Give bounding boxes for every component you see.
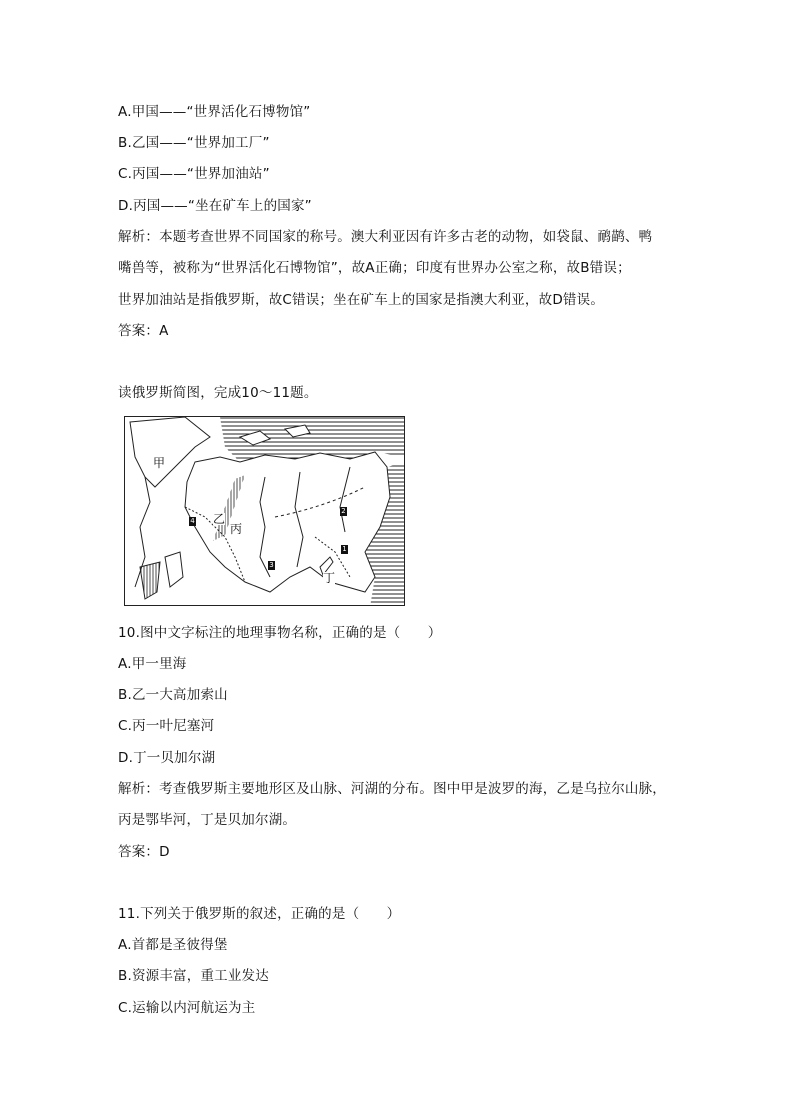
label-yi: 乙 [213, 512, 226, 526]
q11-stem: 11.下列关于俄罗斯的叙述，正确的是（ ） [118, 906, 401, 922]
caspian-sea [165, 552, 183, 587]
q11-option-a: A.首都是圣彼得堡 [118, 937, 228, 953]
q10-option-d: D.丁一贝加尔湖 [118, 750, 216, 766]
q9-option-b: B.乙国——“世界加工厂” [118, 135, 270, 151]
marker-1: 1 [342, 545, 347, 553]
q9-answer: 答案：A [118, 323, 169, 339]
map-intro: 读俄罗斯简图，完成10～11题。 [118, 385, 318, 401]
russia-map-drawing [125, 417, 405, 606]
q9-option-d: D.丙国——“坐在矿车上的国家” [118, 198, 312, 214]
q11-option-c: C.运输以内河航运为主 [118, 1000, 256, 1016]
label-jia: 甲 [153, 456, 166, 470]
label-bing: 丙 [230, 522, 243, 536]
russia-map [124, 416, 405, 606]
marker-2: 2 [341, 507, 346, 515]
q10-option-a: A.甲一里海 [118, 656, 187, 672]
q9-analysis-line-1: 解析：本题考查世界不同国家的称号。澳大利亚因有许多古老的动物，如袋鼠、鸸鹋、鸭 [118, 229, 653, 245]
q9-option-a: A.甲国——“世界活化石博物馆” [118, 104, 311, 120]
label-ding: 丁 [323, 571, 336, 585]
q11-option-b: B.资源丰富，重工业发达 [118, 968, 269, 984]
q10-analysis-line-2: 丙是鄂毕河，丁是贝加尔湖。 [118, 812, 297, 828]
q9-analysis-line-2: 嘴兽等，被称为“世界活化石博物馆”，故A正确；印度有世界办公室之称，故B错误； [118, 260, 631, 276]
marker-3: 3 [269, 561, 274, 569]
q10-option-c: C.丙一叶尼塞河 [118, 718, 215, 734]
q9-analysis-line-3: 世界加油站是指俄罗斯，故C错误；坐在矿车上的国家是指澳大利亚，故D错误。 [118, 292, 605, 308]
q9-option-c: C.丙国——“世界加油站” [118, 166, 270, 182]
marker-4: 4 [190, 517, 195, 525]
q10-answer: 答案：D [118, 844, 170, 860]
q10-option-b: B.乙一大高加索山 [118, 687, 228, 703]
q10-stem: 10.图中文字标注的地理事物名称，正确的是（ ） [118, 625, 442, 641]
q10-analysis-line-1: 解析：考查俄罗斯主要地形区及山脉、河湖的分布。图中甲是波罗的海，乙是乌拉尔山脉， [118, 781, 666, 797]
black-sea [140, 562, 160, 599]
